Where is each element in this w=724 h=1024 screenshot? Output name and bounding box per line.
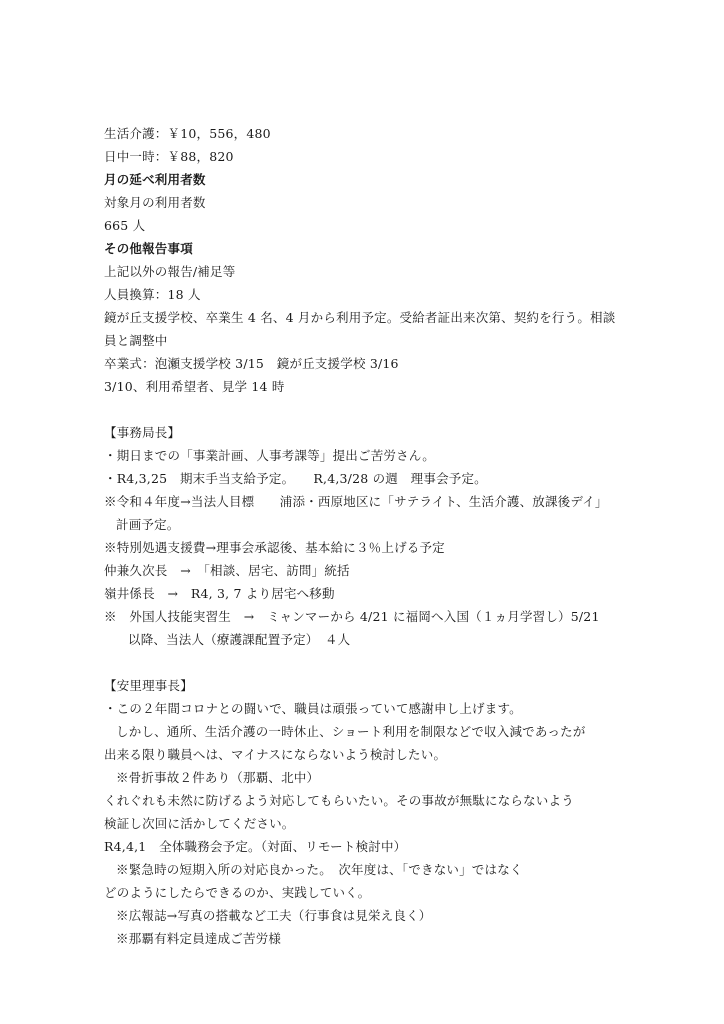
blank-line — [104, 651, 624, 674]
text-line: ※ 外国人技能実習生 → ミャンマーから 4/21 に福岡へ入国（１ヵ月学習し）5/21 — [104, 609, 600, 624]
text-line: ・この２年間コロナとの闘いで、職員は頑張っていて感謝申し上げます。 — [104, 701, 522, 716]
text-line: 人員換算：18 人 — [104, 287, 201, 302]
text-line: 生活介護：￥10，556，480 — [104, 126, 271, 141]
text-line: 上記以外の報告/補足等 — [104, 264, 236, 279]
text-line: ※骨折事故２件あり（那覇、北中） — [116, 770, 320, 785]
text-line: 仲兼久次長 → 「相談、居宅、訪問」統括 — [104, 563, 350, 578]
text-line: ・R4,3,25 期末手当支給予定。 R,4,3/28 の週 理事会予定。 — [104, 471, 487, 486]
text-paragraph: 鏡が丘支援学校、卒業生 4 名、4 月から利用予定。受給者証出来次第、契約を行う。相談員と調整中 — [104, 310, 616, 348]
text-line: 665 人 — [104, 218, 146, 233]
section-heading-jimu: 【事務局長】 — [104, 425, 181, 440]
document-body — [104, 122, 624, 950]
blank-line — [104, 398, 624, 421]
text-line: 出来る限り職員へは、マイナスにならないよう検討したい。 — [104, 747, 447, 762]
text-line: 計画予定。 — [116, 517, 180, 532]
text-line: ※広報誌→写真の搭載など工夫（行事食は見栄え良く） — [116, 908, 432, 923]
text-line: しかし、通所、生活介護の一時休止、ショート利用を制限などで収入減であったが — [116, 724, 586, 739]
text-line: ・期日までの「事業計画、人事考課等」提出ご苦労さん。 — [104, 448, 435, 463]
text-line: 卒業式：泡瀬支援学校 3/15 鏡が丘支援学校 3/16 — [104, 356, 399, 371]
text-line: ※特別処遇支援費→理事会承認後、基本給に３％上げる予定 — [104, 540, 445, 555]
text-line: 以降、当法人（療護課配置予定） ４人 — [128, 632, 351, 647]
section-heading: 月の延べ利用者数 — [104, 172, 206, 187]
section-heading: その他報告事項 — [104, 241, 193, 256]
text-line: 3/10、利用希望者、見学 14 時 — [104, 379, 285, 394]
text-line: 検証し次回に活かしてください。 — [104, 816, 295, 831]
text-line: ※緊急時の短期入所の対応良かった。 次年度は、「できない」ではなく — [116, 862, 523, 877]
text-line: ※那覇有料定員達成ご苦労様 — [116, 931, 282, 946]
text-line: 日中一時：￥88，820 — [104, 149, 234, 164]
text-line: くれぐれも未然に防げるよう対応してもらいたい。その事故が無駄にならないよう — [104, 793, 574, 808]
text-line: どのようにしたらできるのか、実践していく。 — [104, 885, 371, 900]
text-line: 対象月の利用者数 — [104, 195, 206, 210]
text-line: ※令和４年度→当法人目標 浦添・西原地区に「サテライト、生活介護、放課後デイ」 — [104, 494, 608, 509]
text-line: R4,4,1 全体職務会予定。（対面、リモート検討中） — [104, 839, 407, 854]
text-line: 嶺井係長 → R4, 3, 7 より居宅へ移動 — [104, 586, 335, 601]
section-heading-anri: 【安里理事長】 — [104, 678, 193, 693]
